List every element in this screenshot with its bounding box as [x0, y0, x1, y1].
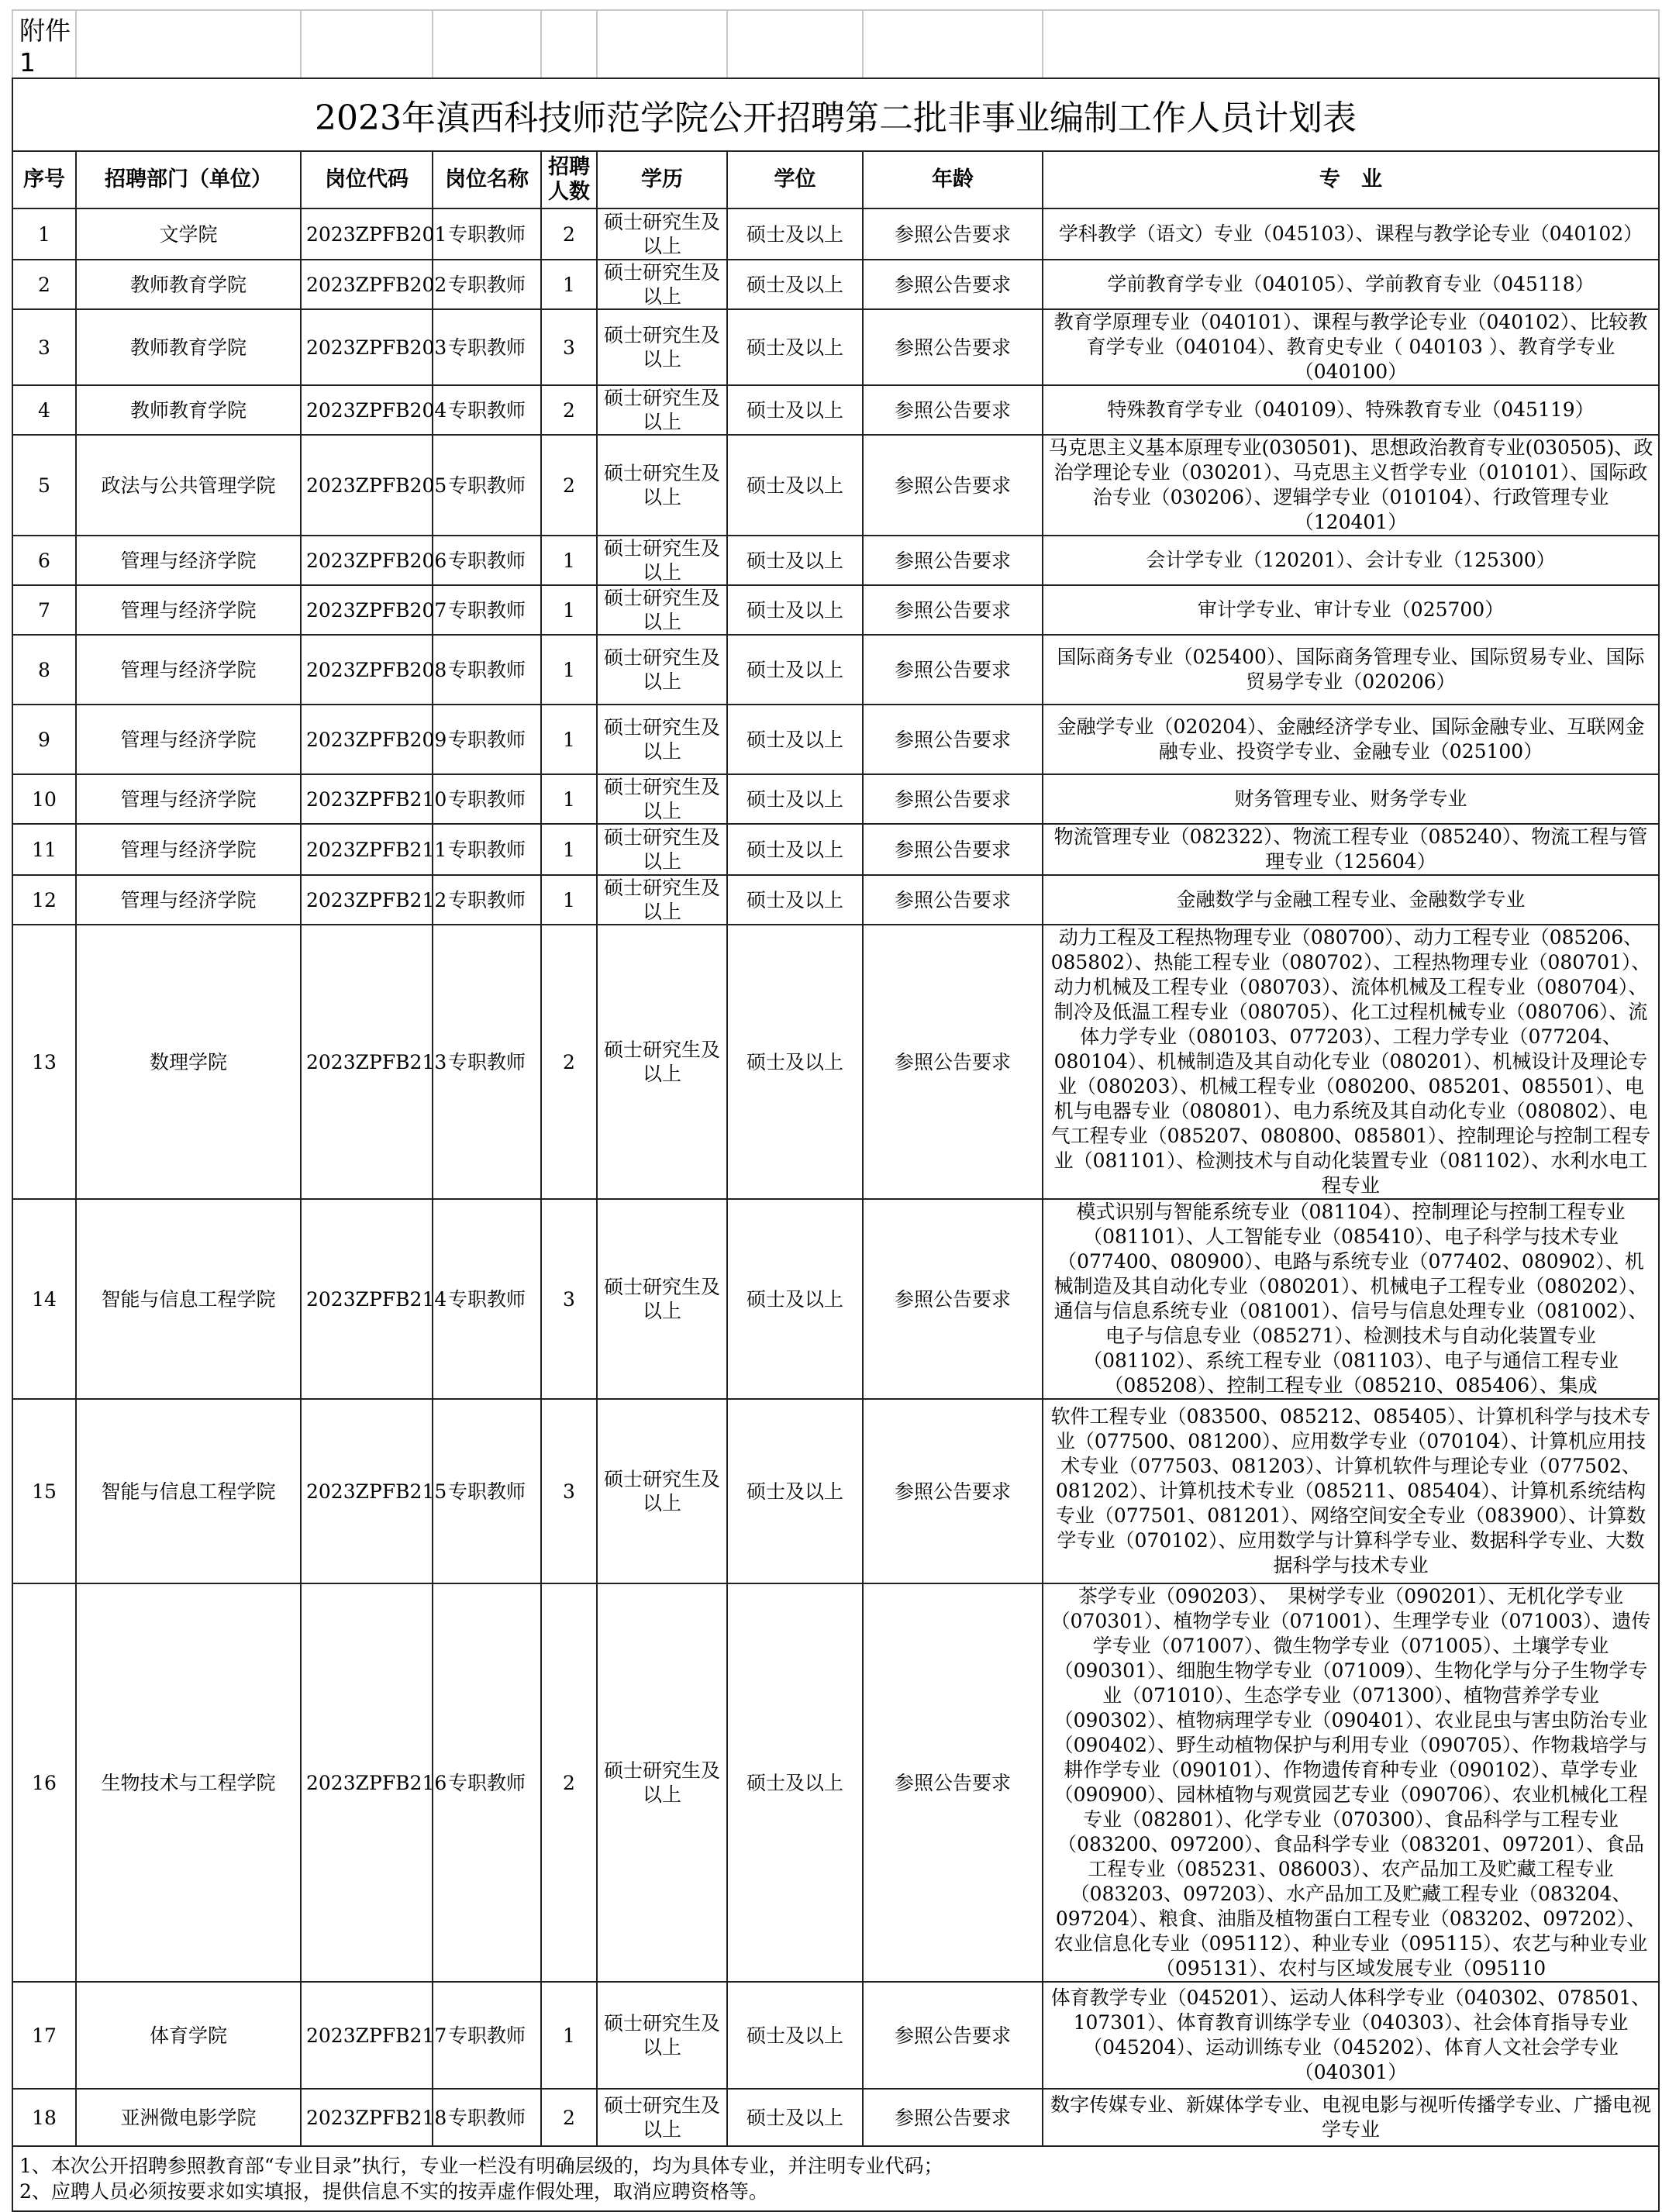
cell-seq: 6 [12, 536, 76, 585]
cell-name: 专职教师 [433, 925, 541, 1199]
cell-major: 金融学专业（020204）、金融经济学专业、国际金融专业、互联网金融专业、投资学专业、金融专业（025100） [1043, 705, 1659, 774]
cell-seq: 12 [12, 875, 76, 925]
cell-seq: 9 [12, 705, 76, 774]
cell-degree: 硕士及以上 [727, 208, 863, 260]
table-row [12, 824, 1659, 875]
table-row [12, 208, 1659, 260]
cell-age: 参照公告要求 [863, 925, 1043, 1199]
cell-count: 1 [541, 875, 597, 925]
cell-name: 专职教师 [433, 1982, 541, 2089]
cell-dept: 智能与信息工程学院 [76, 1399, 301, 1583]
cell-degree: 硕士及以上 [727, 585, 863, 635]
cell-code: 2023ZPFB208 [301, 635, 433, 705]
cell-age: 参照公告要求 [863, 2089, 1043, 2146]
table-row [12, 260, 1659, 309]
cell-name: 专职教师 [433, 309, 541, 385]
cell-name: 专职教师 [433, 260, 541, 309]
cell-major: 茶学专业（090203）、 果树学专业（090201）、无机化学专业（070301）、植物学专业（071001）、生理学专业（071003）、遗传学专业（071007）、微生物学专业（071005）、土壤学专业（090301）、细胞生物学专业（071009）、生物化学与分子生物学专业（071010）、生态学专业（071300）、植物营养学专业（090302）、植物病理学专业（090401）、农业昆虫与害虫防治专业（090402）、野生动植物保护与利用专业（090705）、作物栽培学与耕作学专业（090101）、作物遗传育种专业（090102）、草学专业（090900）、园林植物与观赏园艺专业（090706）、农业机械化工程专业（082801）、化学专业（070300）、食品科学与工程专业（083200、097200）、食品科学专业（083201、097201）、食品工程专业（085231、086003）、农产品加工及贮藏工程专业（083203、097203）、水产品加工及贮藏工程专业（083204、097204）、粮食、油脂及植物蛋白工程专业（083202、097202）、农业信息化专业（095112）、种业专业（095115）、农艺与种业专业（095131）、农村与区域发展专业（095110 [1043, 1583, 1659, 1982]
cell-count: 3 [541, 1199, 597, 1399]
cell-major: 教育学原理专业（040101）、课程与教学论专业（040102）、比较教育学专业（040104）、教育史专业（ 040103 ）、教育学专业（040100） [1043, 309, 1659, 385]
cell-major: 金融数学与金融工程专业、金融数学专业 [1043, 875, 1659, 925]
cell-degree: 硕士及以上 [727, 635, 863, 705]
cell-degree: 硕士及以上 [727, 875, 863, 925]
page-title: 2023年滇西科技师范学院公开招聘第二批非事业编制工作人员计划表 [12, 78, 1659, 151]
cell-degree: 硕士及以上 [727, 1199, 863, 1399]
cell-name: 专职教师 [433, 536, 541, 585]
header-code: 岗位代码 [301, 151, 433, 208]
cell-name: 专职教师 [433, 635, 541, 705]
cell-count: 1 [541, 536, 597, 585]
cell-dept: 管理与经济学院 [76, 875, 301, 925]
cell-degree: 硕士及以上 [727, 2089, 863, 2146]
cell-count: 1 [541, 774, 597, 824]
cell-major: 会计学专业（120201）、会计专业（125300） [1043, 536, 1659, 585]
cell-count: 1 [541, 705, 597, 774]
cell-count: 1 [541, 1982, 597, 2089]
cell-code: 2023ZPFB206 [301, 536, 433, 585]
table-row [12, 585, 1659, 635]
cell-dept: 教师教育学院 [76, 260, 301, 309]
cell-major: 软件工程专业（083500、085212、085405）、计算机科学与技术专业（077500、081200）、应用数学专业（070104）、计算机应用技术专业（077503、081203）、计算机软件与理论专业（077502、081202）、计算机技术专业（085211、085404）、计算机系统结构专业（077501、081201）、网络空间安全专业（083900）、计算数学专业（070102）、应用数学与计算科学专业、数据科学专业、大数据科学与技术专业 [1043, 1399, 1659, 1583]
header-age: 年龄 [863, 151, 1043, 208]
cell-seq: 17 [12, 1982, 76, 2089]
cell-name: 专职教师 [433, 824, 541, 875]
table-row [12, 635, 1659, 705]
table-row [12, 774, 1659, 824]
cell-code: 2023ZPFB213 [301, 925, 433, 1199]
cell-dept: 管理与经济学院 [76, 635, 301, 705]
attachment-row [12, 10, 1659, 78]
cell-age: 参照公告要求 [863, 260, 1043, 309]
table-row [12, 2089, 1659, 2146]
cell-edu: 硕士研究生及以上 [597, 635, 727, 705]
cell-dept: 生物技术与工程学院 [76, 1583, 301, 1982]
cell-seq: 15 [12, 1399, 76, 1583]
table-row [12, 435, 1659, 536]
cell-dept: 亚洲微电影学院 [76, 2089, 301, 2146]
cell-age: 参照公告要求 [863, 1199, 1043, 1399]
cell-major: 马克思主义基本原理专业(030501)、思想政治教育专业(030505)、政治学理论专业（030201）、马克思主义哲学专业（010101）、国际政治专业（030206）、逻辑学专业（010104）、行政管理专业（120401） [1043, 435, 1659, 536]
cell-code: 2023ZPFB212 [301, 875, 433, 925]
cell-age: 参照公告要求 [863, 1982, 1043, 2089]
cell-major: 财务管理专业、财务学专业 [1043, 774, 1659, 824]
cell-age: 参照公告要求 [863, 824, 1043, 875]
cell-name: 专职教师 [433, 2089, 541, 2146]
header-degree: 学位 [727, 151, 863, 208]
cell-code: 2023ZPFB214 [301, 1199, 433, 1399]
cell-age: 参照公告要求 [863, 385, 1043, 435]
cell-code: 2023ZPFB205 [301, 435, 433, 536]
cell-count: 2 [541, 925, 597, 1199]
cell-degree: 硕士及以上 [727, 309, 863, 385]
cell-major: 审计学专业、审计专业（025700） [1043, 585, 1659, 635]
cell-degree: 硕士及以上 [727, 925, 863, 1199]
cell-major: 特殊教育学专业（040109）、特殊教育专业（045119） [1043, 385, 1659, 435]
header-count: 招聘人数 [541, 151, 597, 208]
cell-dept: 文学院 [76, 208, 301, 260]
cell-name: 专职教师 [433, 705, 541, 774]
cell-seq: 2 [12, 260, 76, 309]
cell-code: 2023ZPFB201 [301, 208, 433, 260]
cell-age: 参照公告要求 [863, 309, 1043, 385]
cell-major: 模式识别与智能系统专业（081104）、控制理论与控制工程专业（081101）、人工智能专业（085410）、电子科学与技术专业（077400、080900）、电路与系统专业（077402、080902）、机械制造及其自动化专业（080201）、机械电子工程专业（080202）、通信与信息系统专业（081001）、信号与信息处理专业（081002）、电子与信息专业（085271）、检测技术与自动化装置专业（081102）、系统工程专业（081103）、电子与通信工程专业（085208）、控制工程专业（085210、085406）、集成 [1043, 1199, 1659, 1399]
cell-degree: 硕士及以上 [727, 260, 863, 309]
cell-age: 参照公告要求 [863, 1583, 1043, 1982]
cell-count: 1 [541, 585, 597, 635]
cell-degree: 硕士及以上 [727, 1982, 863, 2089]
cell-seq: 4 [12, 385, 76, 435]
cell-edu: 硕士研究生及以上 [597, 385, 727, 435]
cell-seq: 11 [12, 824, 76, 875]
table-row [12, 1199, 1659, 1399]
cell-degree: 硕士及以上 [727, 1399, 863, 1583]
cell-edu: 硕士研究生及以上 [597, 1199, 727, 1399]
cell-seq: 5 [12, 435, 76, 536]
cell-code: 2023ZPFB215 [301, 1399, 433, 1583]
cell-dept: 管理与经济学院 [76, 774, 301, 824]
cell-age: 参照公告要求 [863, 705, 1043, 774]
cell-edu: 硕士研究生及以上 [597, 2089, 727, 2146]
notes-cell [12, 2146, 1659, 2211]
recruitment-plan-table [12, 9, 1660, 2212]
cell-count: 1 [541, 824, 597, 875]
cell-edu: 硕士研究生及以上 [597, 875, 727, 925]
cell-count: 2 [541, 435, 597, 536]
note-1: 1、本次公开招聘参照教育部“专业目录”执行，专业一栏没有明确层级的，均为具体专业，并注明专业代码； [19, 2155, 943, 2177]
cell-major: 物流管理专业（082322）、物流工程专业（085240）、物流工程与管理专业（125604） [1043, 824, 1659, 875]
cell-dept: 政法与公共管理学院 [76, 435, 301, 536]
cell-count: 3 [541, 1399, 597, 1583]
cell-dept: 管理与经济学院 [76, 536, 301, 585]
cell-edu: 硕士研究生及以上 [597, 1583, 727, 1982]
cell-code: 2023ZPFB216 [301, 1583, 433, 1982]
cell-dept: 教师教育学院 [76, 309, 301, 385]
cell-major: 体育教学专业（045201）、运动人体科学专业（040302、078501、107301）、体育教育训练学专业（040303）、社会体育指导专业（045204）、运动训练专业（045202）、体育人文社会学专业（040301） [1043, 1982, 1659, 2089]
cell-edu: 硕士研究生及以上 [597, 774, 727, 824]
cell-seq: 8 [12, 635, 76, 705]
attachment-label: 附件1 [12, 10, 76, 78]
cell-dept: 管理与经济学院 [76, 705, 301, 774]
cell-major: 数字传媒专业、新媒体学专业、电视电影与视听传播学专业、广播电视学专业 [1043, 2089, 1659, 2146]
notes-row [12, 2146, 1659, 2211]
header-edu: 学历 [597, 151, 727, 208]
cell-degree: 硕士及以上 [727, 536, 863, 585]
cell-name: 专职教师 [433, 385, 541, 435]
cell-name: 专职教师 [433, 875, 541, 925]
header-name: 岗位名称 [433, 151, 541, 208]
cell-code: 2023ZPFB218 [301, 2089, 433, 2146]
cell-name: 专职教师 [433, 585, 541, 635]
cell-major: 国际商务专业（025400）、国际商务管理专业、国际贸易专业、国际贸易学专业（020206） [1043, 635, 1659, 705]
cell-edu: 硕士研究生及以上 [597, 309, 727, 385]
cell-seq: 10 [12, 774, 76, 824]
cell-seq: 1 [12, 208, 76, 260]
cell-count: 2 [541, 1583, 597, 1982]
header-major: 专 业 [1043, 151, 1659, 208]
cell-edu: 硕士研究生及以上 [597, 705, 727, 774]
cell-count: 1 [541, 635, 597, 705]
cell-dept: 体育学院 [76, 1982, 301, 2089]
cell-name: 专职教师 [433, 774, 541, 824]
cell-edu: 硕士研究生及以上 [597, 536, 727, 585]
header-dept: 招聘部门（单位） [76, 151, 301, 208]
note-2: 2、应聘人员必须按要求如实填报，提供信息不实的按弄虚作假处理，取消应聘资格等。 [19, 2180, 768, 2203]
cell-degree: 硕士及以上 [727, 824, 863, 875]
cell-count: 2 [541, 208, 597, 260]
cell-age: 参照公告要求 [863, 208, 1043, 260]
cell-count: 3 [541, 309, 597, 385]
cell-name: 专职教师 [433, 1583, 541, 1982]
cell-count: 2 [541, 2089, 597, 2146]
cell-name: 专职教师 [433, 1199, 541, 1399]
cell-dept: 数理学院 [76, 925, 301, 1199]
cell-age: 参照公告要求 [863, 1399, 1043, 1583]
cell-degree: 硕士及以上 [727, 774, 863, 824]
cell-code: 2023ZPFB203 [301, 309, 433, 385]
cell-degree: 硕士及以上 [727, 435, 863, 536]
cell-name: 专职教师 [433, 208, 541, 260]
cell-seq: 7 [12, 585, 76, 635]
cell-dept: 管理与经济学院 [76, 824, 301, 875]
cell-degree: 硕士及以上 [727, 705, 863, 774]
cell-age: 参照公告要求 [863, 585, 1043, 635]
cell-code: 2023ZPFB204 [301, 385, 433, 435]
cell-code: 2023ZPFB211 [301, 824, 433, 875]
cell-edu: 硕士研究生及以上 [597, 824, 727, 875]
header-seq: 序号 [12, 151, 76, 208]
cell-age: 参照公告要求 [863, 774, 1043, 824]
recruitment-plan-sheet [12, 9, 1658, 2212]
cell-seq: 13 [12, 925, 76, 1199]
cell-degree: 硕士及以上 [727, 385, 863, 435]
table-row [12, 925, 1659, 1199]
table-row [12, 875, 1659, 925]
cell-major: 学科教学（语文）专业（045103）、课程与教学论专业（040102） [1043, 208, 1659, 260]
cell-edu: 硕士研究生及以上 [597, 435, 727, 536]
cell-code: 2023ZPFB207 [301, 585, 433, 635]
cell-edu: 硕士研究生及以上 [597, 1399, 727, 1583]
cell-dept: 教师教育学院 [76, 385, 301, 435]
table-row [12, 1399, 1659, 1583]
cell-edu: 硕士研究生及以上 [597, 208, 727, 260]
table-row [12, 1583, 1659, 1982]
cell-seq: 16 [12, 1583, 76, 1982]
cell-count: 1 [541, 260, 597, 309]
cell-age: 参照公告要求 [863, 536, 1043, 585]
table-row [12, 309, 1659, 385]
title-row [12, 78, 1659, 151]
cell-dept: 智能与信息工程学院 [76, 1199, 301, 1399]
cell-code: 2023ZPFB209 [301, 705, 433, 774]
table-row [12, 536, 1659, 585]
cell-name: 专职教师 [433, 435, 541, 536]
cell-edu: 硕士研究生及以上 [597, 260, 727, 309]
cell-seq: 14 [12, 1199, 76, 1399]
header-row [12, 151, 1659, 208]
cell-name: 专职教师 [433, 1399, 541, 1583]
cell-age: 参照公告要求 [863, 635, 1043, 705]
cell-dept: 管理与经济学院 [76, 585, 301, 635]
cell-code: 2023ZPFB202 [301, 260, 433, 309]
cell-age: 参照公告要求 [863, 875, 1043, 925]
table-row [12, 385, 1659, 435]
table-row [12, 705, 1659, 774]
cell-degree: 硕士及以上 [727, 1583, 863, 1982]
cell-seq: 18 [12, 2089, 76, 2146]
cell-age: 参照公告要求 [863, 435, 1043, 536]
cell-edu: 硕士研究生及以上 [597, 585, 727, 635]
table-row [12, 1982, 1659, 2089]
cell-edu: 硕士研究生及以上 [597, 1982, 727, 2089]
cell-major: 学前教育学专业（040105）、学前教育专业（045118） [1043, 260, 1659, 309]
cell-code: 2023ZPFB217 [301, 1982, 433, 2089]
cell-count: 2 [541, 385, 597, 435]
cell-code: 2023ZPFB210 [301, 774, 433, 824]
cell-edu: 硕士研究生及以上 [597, 925, 727, 1199]
cell-major: 动力工程及工程热物理专业（080700）、动力工程专业（085206、085802）、热能工程专业（080702）、工程热物理专业（080701）、动力机械及工程专业（080703）、流体机械及工程专业（080704）、制冷及低温工程专业（080705）、化工过程机械专业（080706）、流体力学专业（080103、077203）、工程力学专业（077204、080104）、机械制造及其自动化专业（080201）、机械设计及理论专业（080203）、机械工程专业（080200、085201、085501）、电机与电器专业（080801）、电力系统及其自动化专业（080802）、电气工程专业（085207、080800、085801）、控制理论与控制工程专业（081101）、检测技术与自动化装置专业（081102）、水利水电工程专业 [1043, 925, 1659, 1199]
cell-seq: 3 [12, 309, 76, 385]
